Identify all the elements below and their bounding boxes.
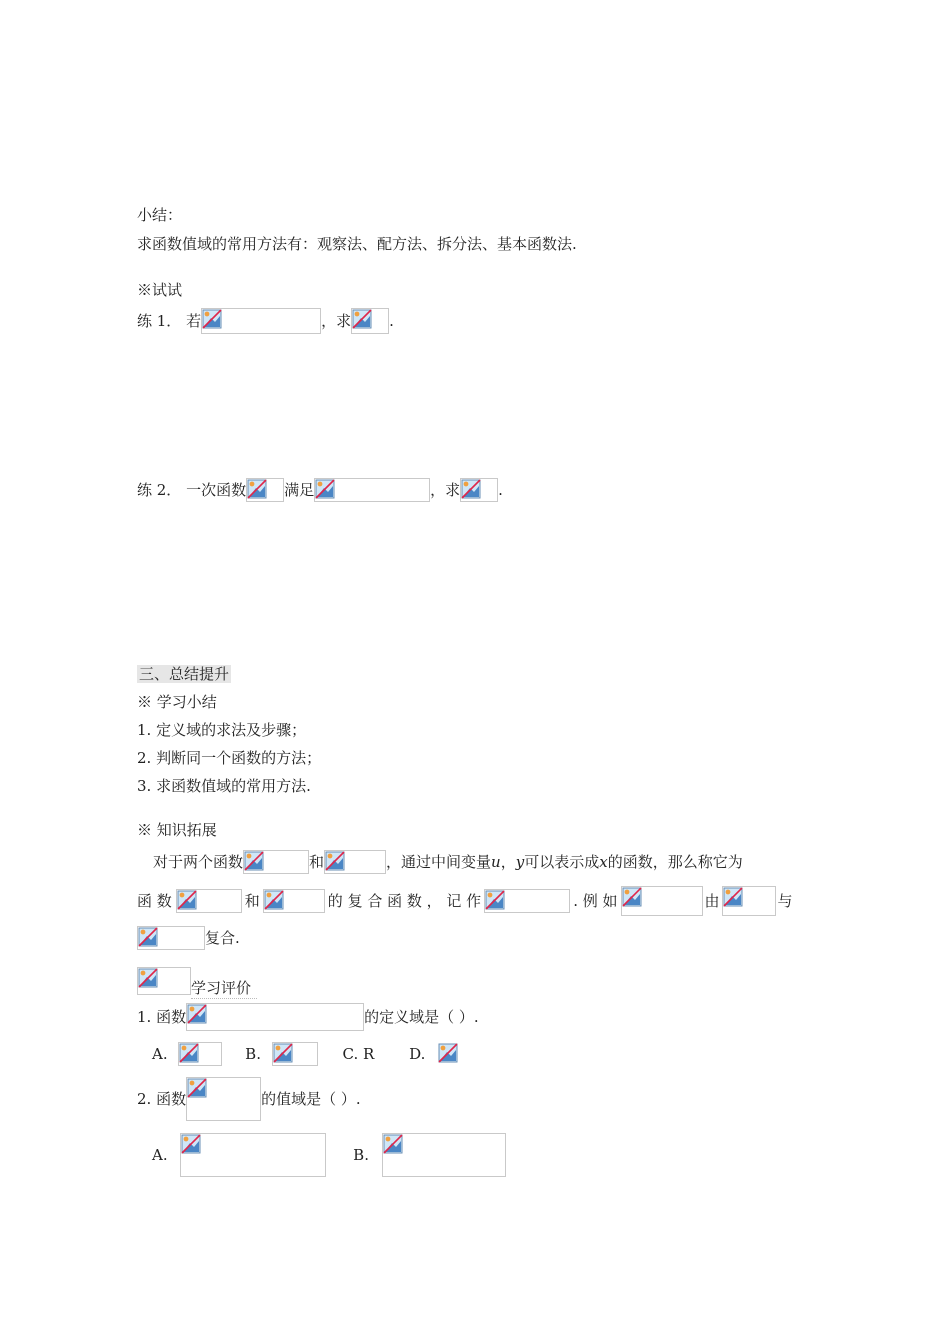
formula-image <box>460 478 498 502</box>
formula-image <box>137 926 205 950</box>
question-1-prefix: 1. 函数 <box>137 1008 187 1026</box>
option-a-image <box>178 1042 222 1066</box>
formula-image <box>621 886 703 916</box>
option-a-label: A. <box>152 1045 168 1063</box>
question-2-prefix: 2. 函数 <box>137 1090 187 1108</box>
question-1-options <box>152 1042 458 1066</box>
extension-text: 和 <box>244 892 260 910</box>
extension-text: 可以表示成 <box>524 853 600 871</box>
broken-image-icon <box>187 1078 207 1098</box>
formula-image <box>324 850 386 874</box>
broken-image-icon <box>244 851 264 871</box>
question-1 <box>137 1003 479 1031</box>
broken-image-icon <box>187 1004 207 1024</box>
broken-image-icon <box>138 927 158 947</box>
question-2 <box>137 1077 361 1121</box>
exercise-1 <box>137 308 394 334</box>
exercise-1-ask: ，求 <box>321 312 352 330</box>
extension-text: 的函数，那么称它为 <box>607 853 743 871</box>
evaluation-heading <box>137 962 257 999</box>
exercise-2-end: . <box>498 481 503 499</box>
variable-u: u <box>491 853 501 871</box>
broken-image-icon <box>264 890 284 910</box>
extension-line-2 <box>137 886 793 916</box>
extension-line-1 <box>153 850 743 874</box>
extension-text: 复合. <box>205 929 240 947</box>
broken-image-icon <box>383 1134 403 1154</box>
formula-image <box>484 889 570 913</box>
option-a-image <box>180 1133 326 1177</box>
section-heading <box>137 664 231 684</box>
broken-image-icon <box>461 479 481 499</box>
extension-text: 与 <box>777 892 793 910</box>
option-b-image <box>272 1042 318 1066</box>
broken-image-icon <box>181 1134 201 1154</box>
extension-heading: ※ 知识拓展 <box>137 821 217 839</box>
summary-title: 小结： <box>137 206 183 224</box>
broken-image-icon <box>247 479 267 499</box>
exercise-2-ask: ，求 <box>430 481 461 499</box>
broken-image-icon <box>315 479 335 499</box>
extension-line-3 <box>137 926 240 950</box>
broken-image-icon <box>438 1043 458 1063</box>
broken-image-icon <box>177 890 197 910</box>
broken-image-icon <box>138 968 158 988</box>
extension-text: . 例 如 <box>573 892 618 910</box>
exercise-2 <box>137 478 503 502</box>
broken-image-icon <box>622 887 642 907</box>
formula-image <box>186 1003 364 1031</box>
variable-x: x <box>599 853 608 871</box>
exercise-1-prefix: 练 1． 若 <box>137 312 202 330</box>
exercise-2-satisfies: 满足 <box>284 481 315 499</box>
extension-text: 和 <box>309 853 325 871</box>
summary-item-1: 1. 定义域的求法及步骤； <box>137 721 307 739</box>
extension-text: 的 复 合 函 数 ， 记 作 <box>327 892 482 910</box>
formula-image <box>186 1077 261 1121</box>
option-b-label: B. <box>245 1045 261 1063</box>
study-summary-heading: ※ 学习小结 <box>137 693 217 711</box>
option-b-image <box>382 1133 506 1177</box>
question-1-suffix: 的定义域是（ ）. <box>364 1008 479 1026</box>
formula-image <box>243 850 309 874</box>
option-b-label: B. <box>353 1146 369 1164</box>
broken-image-icon <box>325 851 345 871</box>
extension-text: ， <box>500 853 516 871</box>
try-heading: ※试试 <box>137 281 183 299</box>
question-2-suffix: 的值域是（ ）. <box>261 1090 361 1108</box>
option-d-image <box>438 1043 458 1065</box>
formula-image <box>201 308 321 334</box>
summary-text: 求函数值域的常用方法有：观察法、配方法、拆分法、基本函数法. <box>137 235 577 253</box>
exercise-1-end: . <box>389 312 394 330</box>
formula-image <box>263 889 325 913</box>
broken-image-icon <box>273 1043 293 1063</box>
option-a-label: A. <box>152 1146 168 1164</box>
extension-text: 函 数 <box>137 892 172 910</box>
formula-image <box>246 478 284 502</box>
option-d-label: D. <box>409 1045 426 1063</box>
formula-image <box>351 308 389 334</box>
extension-text: 对于两个函数 <box>153 853 244 871</box>
extension-text: ，通过中间变量 <box>386 853 492 871</box>
formula-image <box>722 886 776 916</box>
exercise-2-prefix: 练 2． 一次函数 <box>137 481 247 499</box>
section-heading-text: 三、总结提升 <box>139 665 230 683</box>
summary-item-3: 3. 求函数值域的常用方法. <box>137 777 311 795</box>
broken-image-icon <box>202 309 222 329</box>
extension-text: 由 <box>704 892 720 910</box>
question-2-options <box>152 1133 506 1177</box>
broken-image-icon <box>179 1043 199 1063</box>
formula-image <box>314 478 430 502</box>
formula-image <box>176 889 242 913</box>
broken-image-icon <box>485 890 505 910</box>
heading-image <box>137 967 191 995</box>
summary-item-2: 2. 判断同一个函数的方法； <box>137 749 322 767</box>
variable-y: y <box>515 853 525 871</box>
option-c-label: C. R <box>342 1045 375 1063</box>
evaluation-heading-text: 学习评价 <box>191 978 257 999</box>
broken-image-icon <box>723 887 743 907</box>
broken-image-icon <box>352 309 372 329</box>
